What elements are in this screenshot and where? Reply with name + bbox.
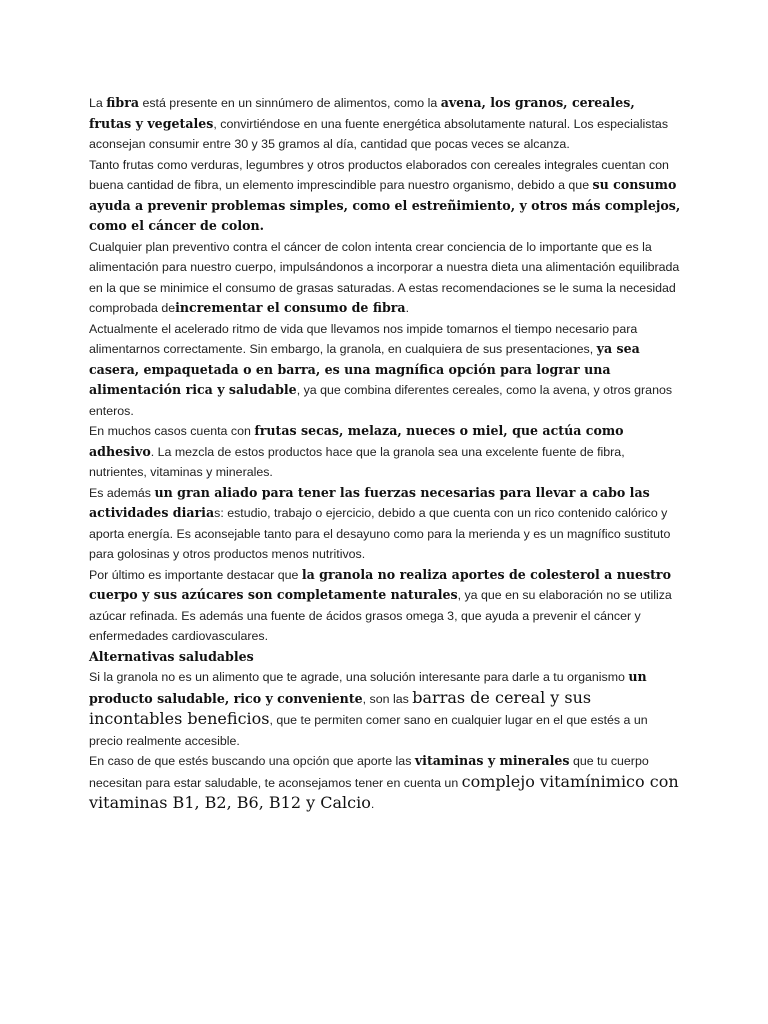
text-run: está presente en un sinnúmero de alimentos, como la [139,96,441,110]
text-run: Cualquier plan preventivo contra el cáncer de colon intenta crear conciencia de lo importante que es la alimentación para nuestro cuerpo, impulsándonos a incorporar a nuestra dieta una alimentación equilibrada en la que se minimice el consumo de grasas saturadas. A estas recomendaciones se le suma la necesidad comprobada de [89,239,680,315]
text-run: En caso de que estés buscando una opción que aporte las [89,754,415,768]
emphasized-text: un gran aliado para tener las fuerzas necesarias para llevar a cabo las actividades diaria [89,484,650,520]
text-run: . [370,797,375,811]
text-run: . [405,301,410,315]
text-run: En muchos casos cuenta con [89,424,255,438]
text-run: La [89,96,107,110]
emphasized-text: vitaminas y minerales [414,753,570,768]
emphasized-text: frutas secas, melaza, nueces o miel, que actúa como adhesivo [89,423,624,459]
paragraph [89,93,681,155]
text-run: s: estudio, trabajo o ejercicio, debido a que cuenta con un rico contenido calórico y aporta energía. Es aconsejable tanto para el desayuno como para la merienda y es un magnífico sustituto para golosinas y otros productos menos nutritivos. [89,506,671,561]
emphasized-text: la granola no realiza aportes de colesterol a nuestro cuerpo y sus azúcares son completamente naturales [89,566,671,602]
text-run: , ya que combina diferentes cereales, como la avena, y otros granos enteros. [89,383,673,418]
paragraph [89,483,681,565]
paragraph [89,751,681,815]
emphasized-text: fibra [106,95,139,110]
emphasized-text: incrementar el consumo de fibra [175,300,406,315]
emphasized-text: un producto saludable, rico y conveniente [89,669,647,706]
emphasized-text: barras de cereal y sus incontables beneficios [89,687,592,728]
emphasized-text: su consumo ayuda a prevenir problemas simples, como el estreñimiento, y otros más complejos, como el cáncer de colon. [89,177,681,233]
text-run: Si la granola no es un alimento que te agrade, una solución interesante para darle a tu organismo [89,670,629,684]
section-heading: Alternativas saludables [89,648,254,664]
text-run: , ya que en su elaboración no se utiliza azúcar refinada. Es además una fuente de ácidos grasos omega 3, que ayuda a prevenir el cáncer y enfermedades cardiovasculares. [89,588,672,643]
text-run: Por último es importante destacar que [89,567,302,582]
text-run: Actualmente el acelerado ritmo de vida que llevamos nos impide tomarnos el tiempo necesario para alimentarnos correctamente. Sin embargo, la granola, en cualquiera de sus presentaciones, [89,321,638,356]
text-run: . La mezcla de estos productos hace que la granola sea una excelente fuente de fibra, nutrientes, vitaminas y minerales. [89,444,625,479]
text-run: Tanto frutas como verduras, legumbres y otros productos elaborados con cereales integrales cuentan con buena cantidad de fibra, un elemento imprescindible para nuestro organismo, debido a que [89,157,669,192]
emphasized-text: complejo vitamínimico con vitaminas B1, B2, B6, B12 y Calcio [89,771,679,812]
paragraph [89,565,681,647]
emphasized-text: avena, los granos, cereales, frutas y vegetales [89,95,635,131]
article-body [89,93,681,647]
document-page [89,93,681,815]
text-run: que tu cuerpo necesitan para estar saludable, te aconsejamos tener en cuenta un [89,754,649,790]
emphasized-text: ya sea casera, empaquetada o en barra, es una magnífica opción para lograr una alimentación rica y saludable [89,341,640,397]
paragraph [89,667,681,751]
paragraph [89,319,681,422]
text-run: , que te permiten comer sano en cualquier lugar en el que estés a un precio realmente accesible. [89,713,648,748]
paragraph [89,237,681,319]
text-run: , son las [362,691,413,706]
article-body-continued [89,667,681,815]
paragraph [89,421,681,483]
text-run: , convirtiéndose en una fuente energética absolutamente natural. Los especialistas aconsejan consumir entre 30 y 35 gramos al día, cantidad que pocas veces se alcanza. [89,116,669,151]
text-run: Es además [89,485,155,500]
paragraph [89,155,681,237]
